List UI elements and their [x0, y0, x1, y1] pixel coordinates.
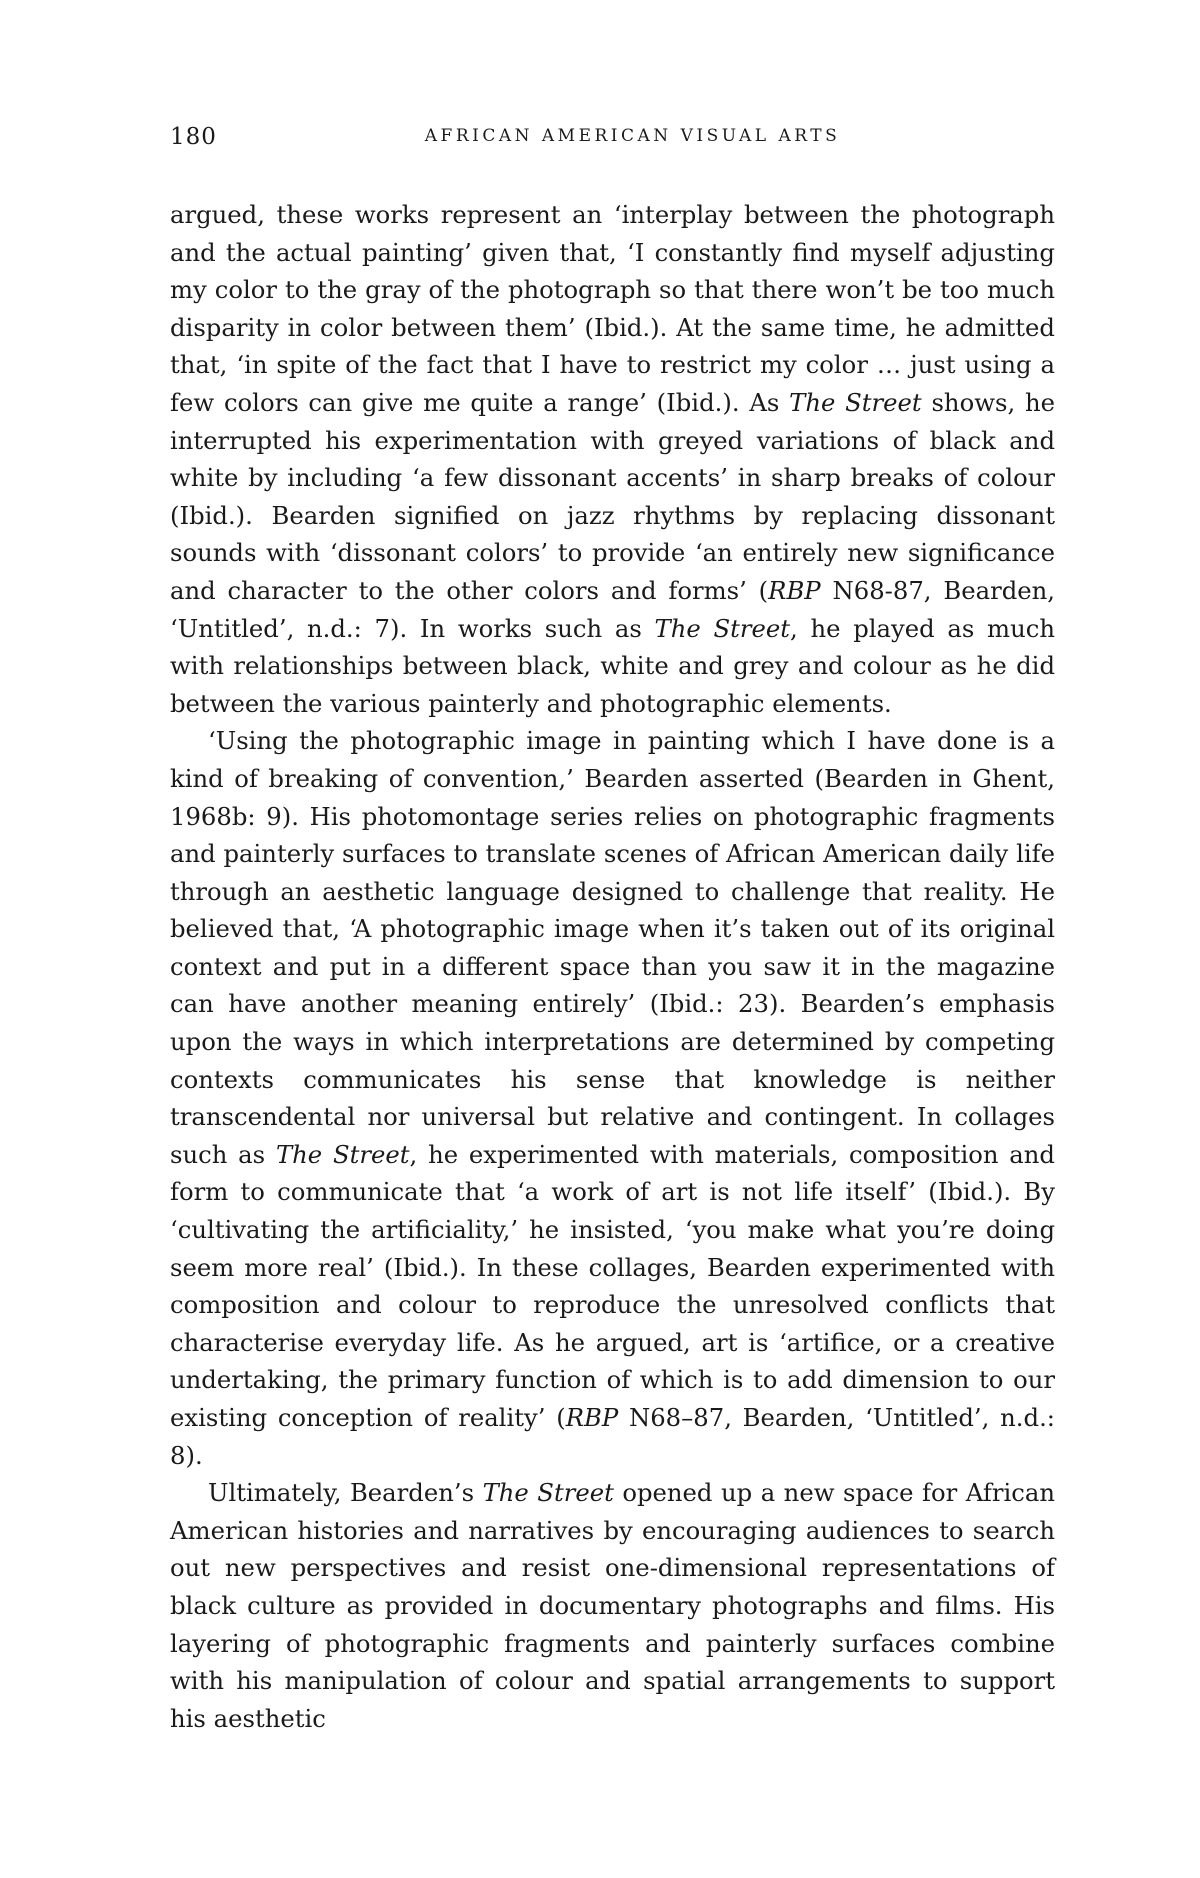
paragraph [170, 722, 1055, 1474]
text-run: , he experimented with materials, composition and form to communicate that ‘a work of art is not life itself’ (Ibid.). By ‘cultivating the artificiality,’ he insisted, ‘you make what you’re doing seem more real’ (Ibid.). In these collages, Bearden experimented with composition and colour to reproduce the unresolved conflicts that characterise everyday life. As he argued, art is ‘artifice, or a creative undertaking, the primary function of which is to add dimension to our existing conception of reality’ ( [170, 1139, 1055, 1432]
italic-title: The Street [275, 1139, 410, 1169]
running-head: AFRICAN AMERICAN VISUAL ARTS [424, 126, 841, 146]
text-run: opened up a new space for African American histories and narratives by encouraging audiences to search out new perspectives and resist one-dimensional representations of black culture as provided in documentary photographs and films. His layering of photographic fragments and painterly surfaces combine with his manipulation of colour and spatial arrangements to support his aesthetic [170, 1478, 1055, 1733]
paragraph [170, 196, 1055, 722]
text-run: N68-87, Bearden, ‘Untitled’, n.d.: 7). In works such as [170, 575, 1055, 643]
text-run: shows, he interrupted his experimentation with greyed variations of black and white by including ‘a few dissonant accents’ in sharp breaks of colour (Ibid.). Bearden signified on jazz rhythms by replacing dissonant sounds with ‘dissonant colors’ to provide ‘an entirely new significance and character to the other colors and forms’ ( [170, 387, 1055, 605]
text-run: N68–87, Bearden, ‘Untitled’, n.d.: 8). [170, 1403, 1055, 1470]
page-number: 180 [170, 124, 217, 150]
italic-title: The Street [482, 1478, 614, 1508]
text-run: argued, these works represent an ‘interplay between the photograph and the actual painting’ given that, ‘I constantly find myself adjusting my color to the gray of the photograph so that there won’t be too much disparity in color between them’ (Ibid.). At the same time, he admitted that, ‘in spite of the fact that I have to restrict my color … just using a few colors can give me quite a range’ (Ibid.). As [170, 200, 1055, 417]
italic-title: The Street [789, 387, 922, 417]
text-run: , he played as much with relationships between black, white and grey and colour as he did between the various painterly and photographic elements. [170, 613, 1055, 718]
italic-abbreviation: RBP [565, 1403, 619, 1432]
italic-abbreviation: RBP [768, 575, 821, 605]
body-text [170, 196, 1055, 1737]
page-header [170, 124, 1055, 154]
text-run: ‘Using the photographic image in painting which I have done is a kind of breaking of convention,’ Bearden asserted (Bearden in Ghent, 1968b: 9). His photomontage series relies on photographic fragments and painterly surfaces to translate scenes of African American daily life through an aesthetic language designed to challenge that reality. He believed that, ‘A photographic image when it’s taken out of its original context and put in a different space than you saw it in the magazine can have another meaning entirely’ (Ibid.: 23). Bearden’s emphasis upon the ways in which interpretations are determined by competing contexts communicates his sense that knowledge is neither transcendental nor universal but relative and contingent. In collages such as [170, 726, 1055, 1169]
text-run: Ultimately, Bearden’s [208, 1478, 483, 1508]
italic-title: The Street [654, 613, 791, 643]
paragraph [170, 1474, 1055, 1737]
